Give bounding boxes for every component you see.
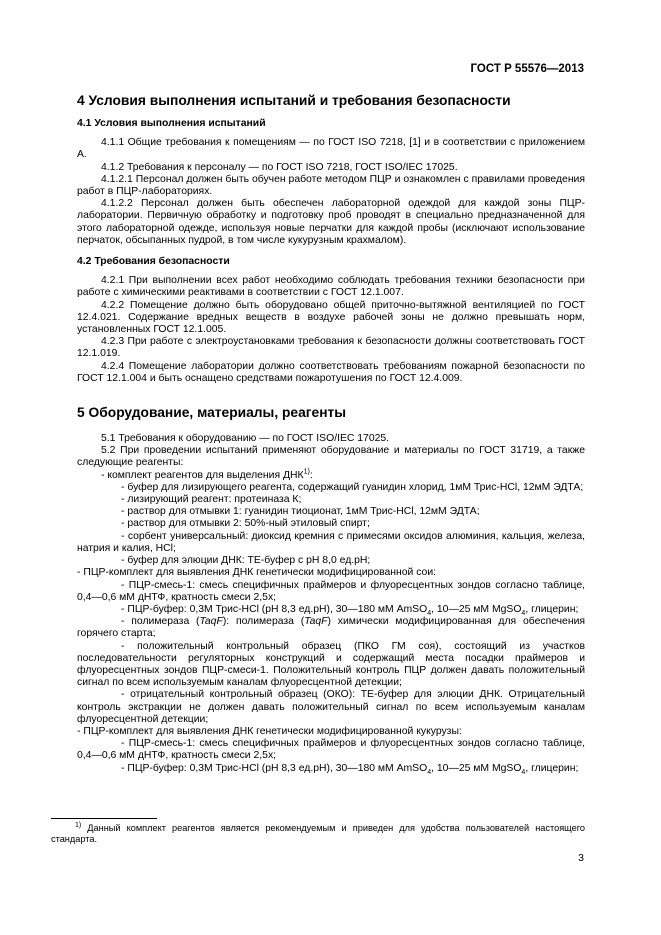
section-5-title: 5 Оборудование, материалы, реагенты (77, 405, 347, 421)
list-item: - ПЦР-комплект для выявления ДНК генетически модифицированной сои: (77, 567, 437, 579)
list-item: - лизирующий реагент: протеиназа К; (121, 494, 302, 506)
list-item: - буфер для лизирующего реагента, содержащий гуанидин хлорид, 1мМ Трис-HCl, 12мМ ЭДТА; (121, 481, 584, 493)
page-content (77, 93, 585, 775)
footnote-ref: 1) (303, 468, 310, 476)
paragraph-4-1-2: 4.1.2 Требования к персоналу — по ГОСТ ISO 7218, ГОСТ ISO/IEC 17025. (101, 161, 458, 173)
section-4-title: 4 Условия выполнения испытаний и требования безопасности (77, 93, 511, 108)
list-item: - ПЦР-буфер: 0,3М Трис-HCl (рН 8,3 ед.рН), 30—180 мМ AmSO$_4$, 10—25 мМ MgSO$_4$, глицерин; (121, 762, 579, 776)
list-item: - ПЦР-смесь-1: смесь специфичных праймеров и флуоресцентных зондов согласно таблице, 0,4—0,6 мМ дНТФ, кратность смеси 2,5х; (77, 738, 585, 762)
subsection-4-1-title: 4.1 Условия выполнения испытаний (77, 118, 266, 129)
page-number: 3 (578, 852, 584, 864)
list-item: - положительный контрольный образец (ПКО ГМ соя), состоящий из участков последовательности регуляторных конструкций и содержащий места посадки праймеров и флуоресцентных зондов ПЦР-смеси-1. Положительный контроль ПЦР должен давать положительный сигнал по всем используемым каналам флуоресцентной детекции; (77, 640, 585, 689)
paragraph-5-2: 5.2 При проведении испытаний применяют оборудование и материалы по ГОСТ 31719, а также следующие реагенты: (77, 445, 585, 469)
footnote-text: Данный комплект реагентов является рекомендуемым и приведен для удобства пользователей настоящего стандарта. (51, 823, 585, 844)
paragraph-4-1-2-2: 4.1.2.2 Персонал должен быть обеспечен лабораторной одеждой для каждой зоны ПЦР-лаборатории. Первичную обработку и подготовку проб проводят в специально предназначенной для этого лабораторной одежде, используя новые перчатки для каждой пробы (исключают использование перчаток, обсыпанных пудрой, в том числе кукурузным крахмалом). (77, 198, 585, 246)
paragraph-5-1: 5.1 Требования к оборудованию — по ГОСТ ISO/IEC 17025. (101, 433, 390, 445)
list-item: - ПЦР-комплект для выявления ДНК генетически модифицированной кукурузы: (77, 725, 462, 737)
footnote-mark: 1) (75, 821, 82, 829)
footnote-divider (51, 818, 157, 819)
list-item: - буфер для элюции ДНК: ТЕ-буфер с рН 8,0 ед.рН; (121, 555, 371, 567)
paragraph-4-2-4: 4.2.4 Помещение лаборатории должно соответствовать требованиям пожарной безопасности по ГОСТ 12.1.004 и быть оснащено средствами пожаротушения по ГОСТ 12.4.009. (77, 360, 585, 384)
list-item: - ПЦР-буфер: 0,3М Трис-HCl (рН 8,3 ед.рН), 30—180 мМ AmSO$_4$, 10—25 мМ MgSO$_4$, глицерин; (121, 603, 579, 617)
paragraph-4-2-2: 4.2.2 Помещение должно быть оборудовано общей приточно-вытяжной вентиляцией по ГОСТ 12.4.021. Содержание вредных веществ в воздухе рабочей зоны не должно превышать норм, установленных ГОСТ 12.1.005. (77, 299, 585, 336)
list-item: - отрицательный контрольный образец (ОКО): ТЕ-буфер для элюции ДНК. Отрицательный контроль экстракции не должен давать положительный сигнал по всем используемым каналам флуоресцентной детекции; (77, 689, 585, 725)
paragraph-4-2-3: 4.2.3 При работе с электроустановками требования к безопасности должны соответствовать ГОСТ 12.1.019. (77, 336, 585, 360)
list-item: - комплект реагентов для выделения ДНК$^{1)}$: (101, 468, 313, 481)
list-item: - раствор для отмывки 1: гуанидин тиоционат, 1мМ Трис-HCl, 12мМ ЭДТА; (121, 506, 480, 518)
paragraph-4-1-1: 4.1.1 Общие требования к помещениям — по ГОСТ ISO 7218, [1] и в соответствии с приложением А. (77, 137, 585, 161)
paragraph-4-2-1: 4.2.1 При выполнении всех работ необходимо соблюдать требования техники безопасности при работе с химическими реактивами в соответствии с ГОСТ 12.1.007. (77, 275, 585, 299)
list-item: - полимераза (TaqF): полимераза (TaqF) химически модифицированная для обеспечения горячего старта; (77, 616, 585, 640)
list-item: - раствор для отмывки 2: 50%-ный этиловый спирт; (121, 518, 370, 530)
footnote (51, 823, 585, 845)
document-header: ГОСТ Р 55576—2013 (470, 63, 584, 75)
list-item: - ПЦР-смесь-1: смесь специфичных праймеров и флуоресцентных зондов согласно таблице, 0,4—0,6 мМ дНТФ, кратность смеси 2,5х; (77, 579, 585, 603)
list-item: - сорбент универсальный: диоксид кремния с примесями оксидов алюминия, кальция, железа, натрия и калия, HCl; (77, 530, 585, 554)
subsection-4-2-title: 4.2 Требования безопасности (77, 256, 230, 268)
paragraph-4-1-2-1: 4.1.2.1 Персонал должен быть обучен работе методом ПЦР и ознакомлен с правилами проведения работ в ПЦР-лабораториях. (77, 173, 585, 198)
